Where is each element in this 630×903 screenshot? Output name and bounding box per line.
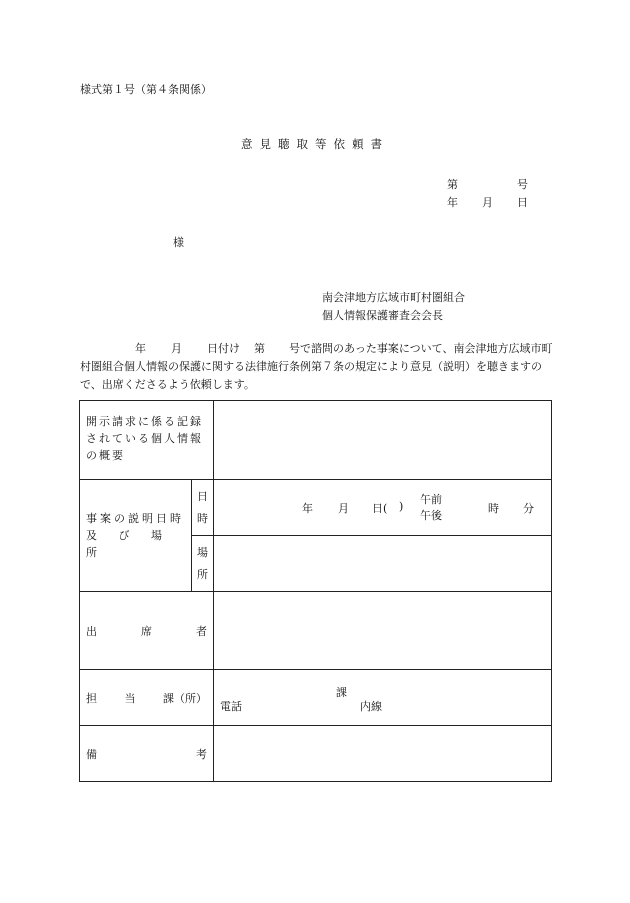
dt-pm: 午後 — [420, 509, 442, 522]
table-row — [80, 480, 552, 536]
place-value[interactable] — [214, 536, 552, 592]
session-label — [80, 480, 192, 592]
request-form-table — [79, 400, 552, 782]
remarks-value[interactable] — [214, 726, 552, 782]
dept-ka: 課 — [336, 686, 347, 699]
dt-year: 年 — [302, 502, 313, 515]
dt-month: 月 — [338, 502, 349, 515]
dt-day: 日( — [372, 502, 388, 515]
body-month: 月 — [171, 342, 182, 355]
table-row — [80, 592, 552, 670]
attendee-label — [80, 592, 214, 670]
datetime-label-char: 時 — [197, 511, 208, 525]
attendee-value[interactable] — [214, 592, 552, 670]
datetime-label-char: 日 — [197, 489, 208, 503]
place-label-char: 所 — [197, 567, 208, 581]
attendee-char: 者 — [196, 624, 207, 638]
dt-am: 午前 — [420, 493, 442, 506]
dt-hour: 時 — [488, 502, 499, 515]
table-row — [80, 670, 552, 726]
ref-dai: 第 — [447, 178, 458, 191]
summary-label-line: の概要 — [86, 449, 125, 462]
date-day: 日 — [517, 196, 528, 209]
session-label-line: 事案の説明日時 — [86, 512, 184, 525]
summary-label-line: されている個人情報 — [86, 432, 203, 445]
document-title: 意見聴取等依頼書 — [241, 137, 389, 151]
dept-label — [80, 670, 214, 726]
attendee-char: 出 — [86, 624, 97, 638]
addressee: 様 — [173, 236, 184, 249]
dept-phone: 電話 — [220, 700, 242, 713]
dt-minute: 分 — [523, 502, 534, 515]
remarks-label — [80, 726, 214, 782]
ref-go: 号 — [517, 178, 528, 191]
dept-char: 担 — [86, 691, 97, 705]
body-date-suffix: 日付け — [207, 342, 240, 355]
form-number: 様式第１号（第４条関係） — [80, 83, 212, 96]
summary-label-line: 開示請求に係る記録 — [86, 415, 203, 428]
dept-value[interactable] — [214, 670, 552, 726]
date-month: 月 — [482, 196, 493, 209]
table-row — [80, 726, 552, 782]
remarks-char: 考 — [196, 747, 207, 761]
attendee-char: 席 — [141, 624, 152, 638]
place-label-char: 場 — [197, 545, 208, 559]
body-dai: 第 — [254, 342, 265, 355]
sender-organization: 南会津地方広域市町村圏組合 — [322, 291, 465, 304]
body-year: 年 — [135, 342, 146, 355]
remarks-char: 備 — [86, 747, 97, 761]
dept-ext: 内線 — [360, 700, 382, 713]
summary-value[interactable] — [214, 401, 552, 480]
date-year: 年 — [447, 196, 458, 209]
datetime-value[interactable] — [214, 480, 552, 536]
dt-paren-close: ) — [399, 500, 404, 513]
dept-char: 当 — [124, 691, 136, 705]
sender-title: 個人情報保護審査会会長 — [322, 309, 443, 322]
place-label — [192, 536, 214, 592]
body-text: 号で諮問のあった事案について、南会津地方広域市町村圏組合個人情報の保護に関する法律施行条例第７条の規定により意見（説明）を聴きますので、出席くださるよう依頼します。 — [80, 342, 553, 391]
table-row — [80, 401, 552, 480]
session-label-line: 及 び 場 所 — [86, 529, 171, 559]
dept-char: 課（所） — [163, 691, 207, 705]
summary-label — [80, 401, 214, 480]
request-body — [80, 340, 554, 394]
datetime-label — [192, 480, 214, 536]
